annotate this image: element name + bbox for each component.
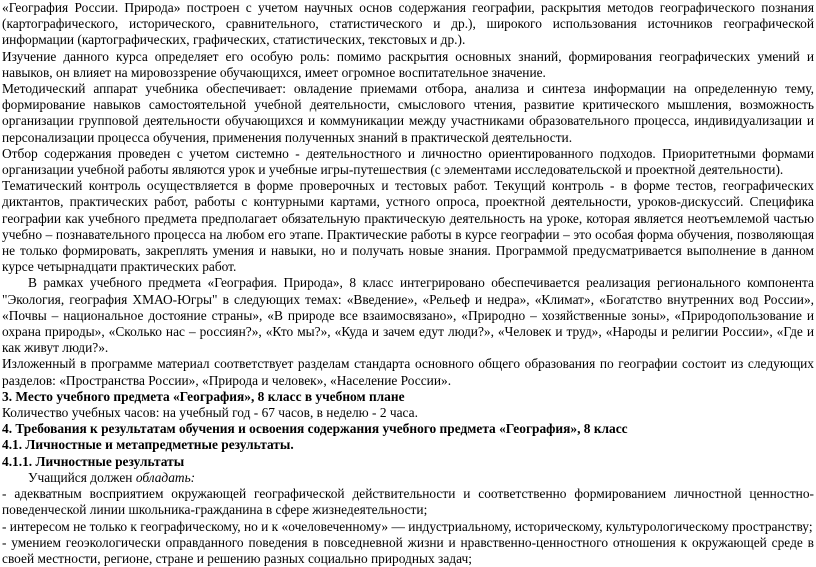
- paragraph-regional-component: В рамках учебного предмета «География. Природа», 8 класс интегрировано обеспечивается реализация регионального компонента "Экология, география ХМАО-Югры" в следующих темах: «Введение», «Рельеф и недра», «Климат», «Богатство внутренних вод России», «Почвы – национальное достояние страны», «В природе все взаимосвязано», «Природно – хозяйственные зоны», «Природопользование и охрана природы», «Сколько нас – россиян?», «Кто мы?», «Куда и зачем едут люди?», «Человек и труд», «Народы и религии России», «Где и как живут люди?».: [2, 275, 814, 356]
- paragraph-content-selection: Отбор содержания проведен с учетом системно - деятельностного и личностно ориентированного подходов. Приоритетными формами организации учебной работы являются урок и учебные игры-путешествия (с элементами исследовательской и проектной деятельности).: [2, 145, 814, 178]
- section-heading-4-1-1: 4.1.1. Личностные результаты: [2, 453, 185, 469]
- section-heading-3: 3. Место учебного предмета «География», 8 класс в учебном плане: [2, 388, 405, 404]
- paragraph-standard-sections: Изложенный в программе материал соответствует разделам стандарта основного общего образования по географии состоит из следующих разделов: «Пространства России», «Природа и человек», «Население России».: [2, 356, 814, 388]
- paragraph-course-intro: «География России. Природа» построен с учетом научных основ содержания географии, раскрытия методов географического познания (картографического, исторического, сравнительного, статистического и др.), широкого использования источников географической информации (картографических, графических, статистических, текстовых и др.).: [2, 0, 814, 48]
- student-must-italic: обладать:: [135, 469, 196, 485]
- section-heading-4: 4. Требования к результатам обучения и освоения содержания учебного предмета «География», 8 класс: [2, 421, 628, 437]
- paragraph-study-hours: Количество учебных часов: на учебный год - 67 часов, в неделю - 2 часа.: [2, 405, 418, 421]
- paragraph-method-apparatus: Методический аппарат учебника обеспечивает: овладение приемами отбора, анализа и синтеза информации на определенную тему, формирование навыков самостоятельной учебной деятельности, смыслового чтения, развитие критического мышления, возможность организации групповой деятельности обучающихся и коммуникации между участниками образовательного процесса, индивидуализации и персонализации процесса обучения, применения полученных знаний в практической деятельности.: [2, 81, 814, 145]
- paragraph-student-must: [2, 470, 814, 486]
- paragraph-control: Тематический контроль осуществляется в форме проверочных и тестовых работ. Текущий контроль - в форме тестов, географических диктантов, практических работ, работы с контурными картами, устного опроса, проектной деятельности, уроков-дискуссий. Специфика географии как учебного предмета предполагает обязательную практическую деятельность на уроке, которая является неотъемлемой частью учебно – познавательного процесса на любом его этапе. Практические работы в курсе географии – это особая форма обучения, позволяющая не только формировать, закреплять умения и навыки, но и получать новые знания. Программой предусматривается выполнение в данном курсе четырнадцати практических работ.: [2, 178, 814, 275]
- paragraph-course-role: Изучение данного курса определяет его особую роль: помимо раскрытия основных знаний, формирования географических умений и навыков, он влияет на мировоззрение обучающихся, имеет огромное воспитательное значение.: [2, 48, 814, 80]
- student-must-lead: Учащийся должен: [28, 469, 136, 485]
- list-item: - адекватным восприятием окружающей географической действительности и соответственно формированием личностной ценностно-поведенческой линии школьника-гражданина в сфере жизнедеятельности;: [2, 486, 814, 518]
- list-item: - умением геоэкологически оправданного поведения в повседневной жизни и нравственно-ценностного отношения к окружающей среде в своей местности, регионе, стране и решению разных социально природных задач;: [2, 534, 814, 566]
- section-heading-4-1: 4.1. Личностные и метапредметные результаты.: [2, 437, 294, 453]
- list-item: - интересом не только к географическому, но и к «очеловеченному» — индустриальному, историческому, культурологическому пространству;: [2, 518, 813, 534]
